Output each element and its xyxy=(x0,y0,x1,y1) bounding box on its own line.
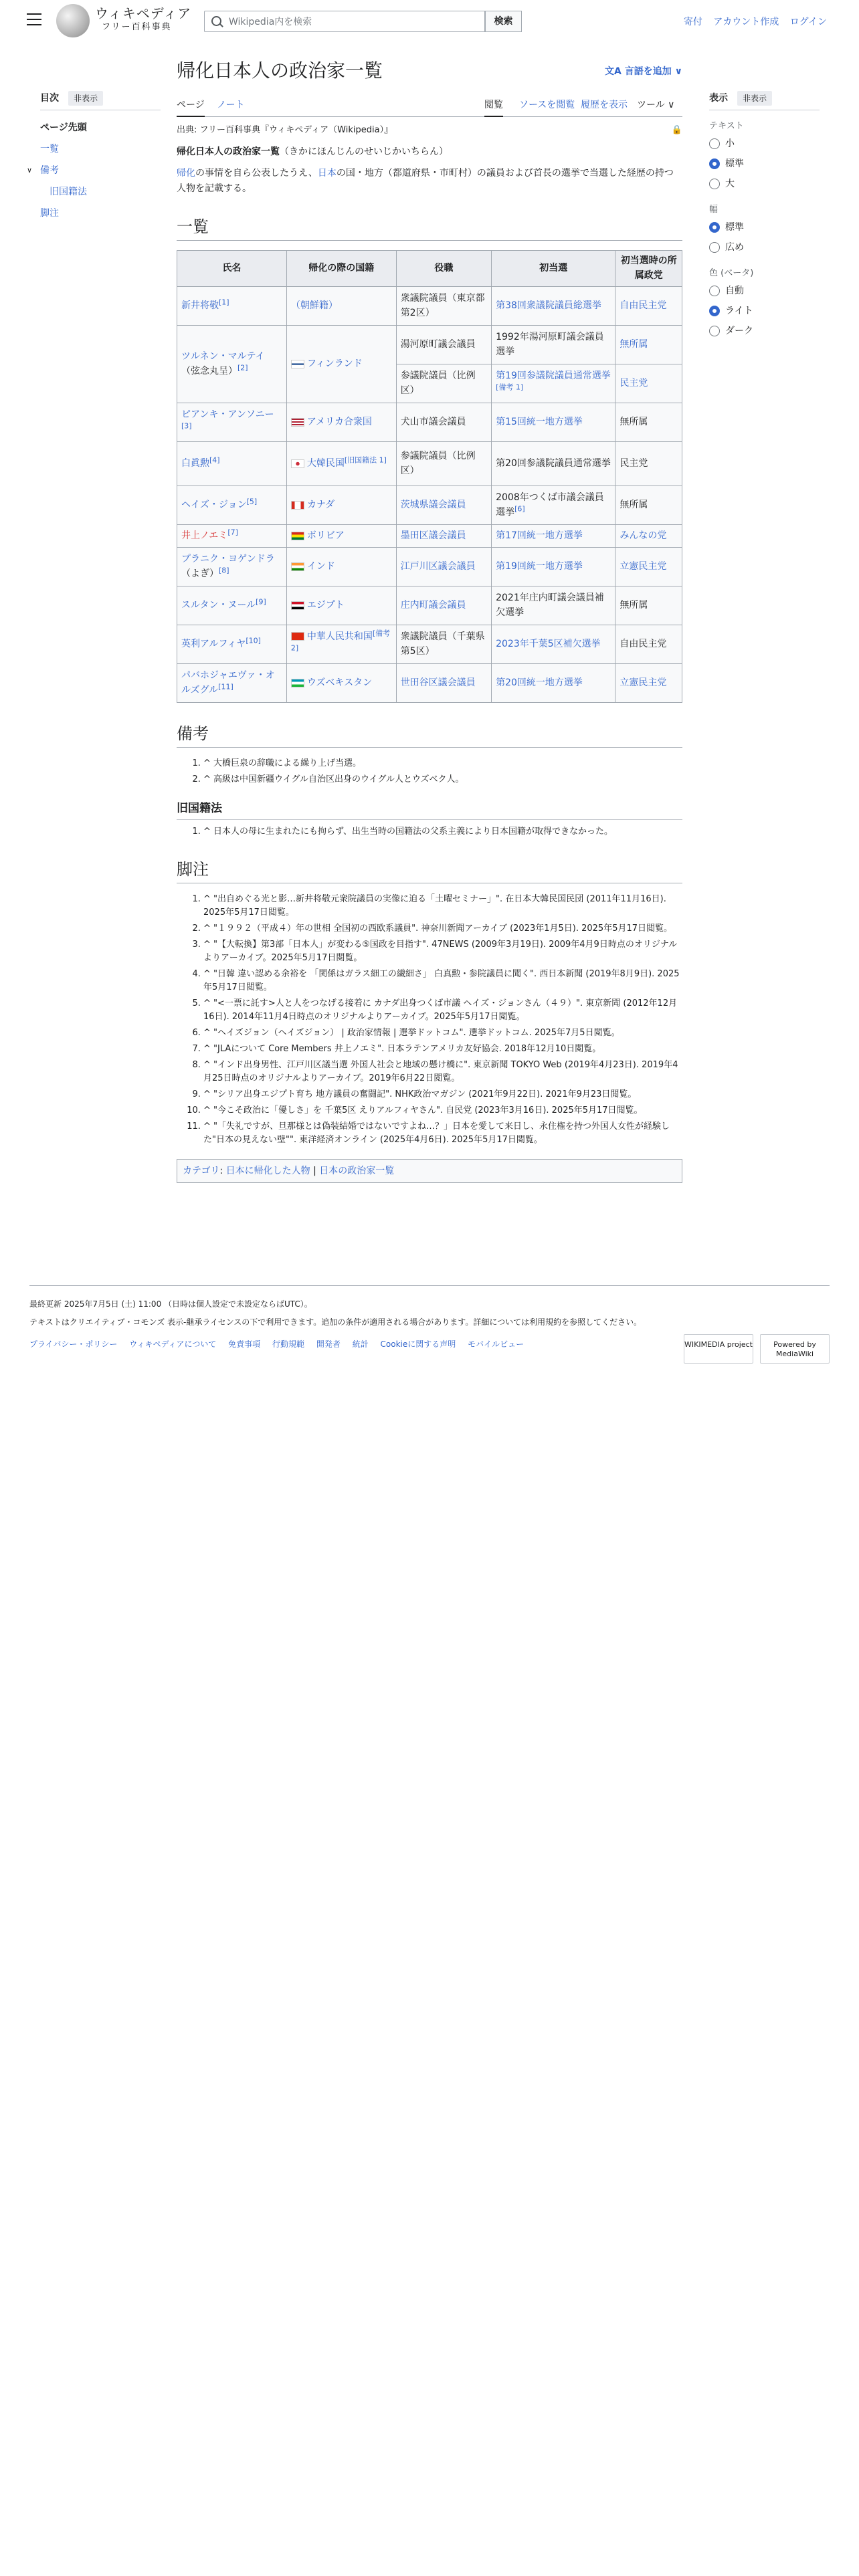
radio-label: 広め xyxy=(725,241,744,253)
lead-text-2: の国・地方（都道府県・市町村）の議員および首長の選挙で当選した経歴の持つ人物を記載する。 xyxy=(177,168,674,194)
lead-text-1: の事情を自ら公表したうえ、 xyxy=(195,168,318,179)
table-row xyxy=(177,524,682,547)
lead-reading-paragraph xyxy=(177,144,682,159)
first-election[interactable]: 第19回統一地方選挙 xyxy=(496,561,583,572)
radio-color-auto[interactable] xyxy=(709,281,820,301)
add-languages-label: 言語を追加 xyxy=(624,66,672,77)
radio-selected-icon[interactable] xyxy=(709,222,720,233)
flag-china-icon xyxy=(291,632,304,641)
category-link[interactable]: 日本に帰化した人物 xyxy=(225,1165,310,1176)
page-footer xyxy=(29,1285,830,1358)
col-first-election: 初当選 xyxy=(492,250,615,286)
footer-link[interactable]: 開発者 xyxy=(316,1339,341,1350)
list-item: 1. ^ 日本人の母に生まれたにも拘らず、出生当時の国籍法の父系主義により日本国籍が取得できなかった。 xyxy=(203,825,682,839)
party[interactable]: 立憲民主党 xyxy=(619,561,667,572)
toc-item-list[interactable]: 一覧 xyxy=(40,144,59,155)
list-item: 2. ^ 高級は中国新疆ウイグル自治区出身のウイグル人とウズベク人。 xyxy=(203,773,682,786)
role[interactable]: 墨田区議会議員 xyxy=(400,530,466,542)
ref-sup[interactable]: [11] xyxy=(218,682,233,691)
radio-text-large[interactable] xyxy=(709,174,820,194)
reference-item: 6. ^ "ヘイズジョン（ヘイズジョン） | 政治家情報 | 選挙ドットコム". 選挙ドットコム. 2025年7月5日閲覧。 xyxy=(203,1027,682,1040)
radio-selected-icon[interactable] xyxy=(709,158,720,169)
flag-usa-icon xyxy=(291,418,304,427)
main-menu-icon[interactable] xyxy=(27,13,41,25)
width-label: 幅 xyxy=(709,205,719,215)
country[interactable]: インド xyxy=(306,561,335,572)
role: 湯河原町議会議員 xyxy=(396,325,491,364)
radio-text-standard[interactable] xyxy=(709,154,820,174)
flag-finland-icon xyxy=(291,360,304,368)
search-icon xyxy=(211,16,221,26)
reference-item: 7. ^ "JLAについて Core Members 井上ノエミ". 日本ラテンアメリカ友好協会. 2018年12月10日閲覧。 xyxy=(203,1043,682,1056)
logo-title: ウィキペディア xyxy=(95,5,192,21)
col-nationality: 帰化の際の国籍 xyxy=(286,250,396,286)
language-icon: 文A xyxy=(605,66,625,77)
party: 民主党 xyxy=(615,441,682,486)
toc-title: 目次 xyxy=(40,93,59,104)
section-list-heading: 一覧 xyxy=(177,215,682,241)
party: 自由民主党 xyxy=(615,625,682,663)
first-election[interactable]: 第20回統一地方選挙 xyxy=(496,677,583,689)
role[interactable]: 茨城県議会議員 xyxy=(400,500,466,511)
party: 無所属 xyxy=(615,403,682,441)
wikimedia-badge[interactable]: WIKIMEDIA project xyxy=(684,1334,753,1364)
lead-paragraph xyxy=(177,166,682,196)
country[interactable]: ウズベキスタン xyxy=(306,677,373,689)
section-old-law-heading: 旧国籍法 xyxy=(177,800,682,820)
category-label[interactable]: カテゴリ xyxy=(183,1165,220,1176)
table-row xyxy=(177,403,682,441)
toc-item-notes[interactable] xyxy=(27,160,161,181)
person-name[interactable]: ピアンキ・アンソニー xyxy=(181,409,274,420)
role[interactable]: 庄内町議会議員 xyxy=(400,600,466,611)
flag-india-icon xyxy=(291,562,304,571)
radio-icon[interactable] xyxy=(709,286,720,296)
person-name[interactable]: 英利アルフィヤ xyxy=(181,639,246,650)
radio-label: ライト xyxy=(725,305,753,316)
section-notes-heading: 備考 xyxy=(177,722,682,748)
search-box xyxy=(204,11,485,32)
table-header-row xyxy=(177,250,682,286)
table-row xyxy=(177,586,682,625)
category-link[interactable]: 日本の政治家一覧 xyxy=(319,1165,395,1176)
site-header xyxy=(0,0,859,43)
col-role: 役職 xyxy=(396,250,491,286)
last-modified: 最終更新 2025年7月5日 (土) 11:00 （日時は個人設定で未設定ならばUTC）。 xyxy=(29,1299,312,1309)
text-size-label: テキスト xyxy=(709,121,744,132)
radio-icon[interactable] xyxy=(709,179,720,189)
footer-link[interactable]: 免責事項 xyxy=(228,1339,261,1350)
old-law-list xyxy=(177,825,682,839)
footer-link[interactable]: ウィキペディアについて xyxy=(129,1339,217,1350)
japan-link[interactable]: 日本 xyxy=(317,168,337,179)
person-alias: （弦念丸呈） xyxy=(181,366,237,377)
category-box: カテゴリ: 日本に帰化した人物 | 日本の政治家一覧 xyxy=(177,1159,682,1183)
footer-link[interactable]: モバイルビュー xyxy=(468,1339,524,1350)
ref-sup[interactable]: [9] xyxy=(256,597,266,607)
flag-uzbekistan-icon xyxy=(291,679,304,687)
table-row xyxy=(177,547,682,586)
footer-link[interactable]: プライバシー・ポリシー xyxy=(29,1339,118,1350)
ref-sup[interactable]: [8] xyxy=(219,566,229,575)
mediawiki-badge[interactable]: Powered by MediaWiki xyxy=(760,1334,830,1364)
table-row xyxy=(177,325,682,364)
first-election[interactable]: 2023年千葉5区補欠選挙 xyxy=(496,639,601,650)
role: 参議院議員（比例区） xyxy=(396,364,491,403)
article xyxy=(177,58,682,1183)
tab-talk[interactable]: ノート xyxy=(217,100,245,110)
references-list xyxy=(177,893,682,1147)
tab-tools-label: ツール xyxy=(637,100,665,110)
table-row xyxy=(177,486,682,524)
naturalization-link[interactable]: 帰化 xyxy=(177,168,195,179)
person-alias: （よぎ） xyxy=(181,568,219,580)
tab-tools[interactable]: ツール ∨ xyxy=(637,100,675,110)
appearance-title: 表示 xyxy=(709,93,728,104)
lead-reading: （きかにほんじんのせいじかいちらん） xyxy=(280,146,448,157)
table-row xyxy=(177,286,682,325)
radio-color-dark[interactable] xyxy=(709,321,820,341)
country[interactable]: （朝鮮籍） xyxy=(290,300,338,312)
footer-link[interactable]: Cookieに関する声明 xyxy=(380,1339,456,1350)
donate-link[interactable]: 寄付 xyxy=(683,17,702,27)
appearance-hide-button[interactable]: 非表示 xyxy=(737,91,772,106)
country[interactable]: ボリビア xyxy=(306,530,345,542)
ref-sup[interactable]: [1] xyxy=(219,298,229,307)
wikipedia-globe-logo[interactable] xyxy=(56,4,90,37)
radio-color-light[interactable] xyxy=(709,301,820,321)
radio-width-wide[interactable] xyxy=(709,237,820,257)
country[interactable]: アメリカ合衆国 xyxy=(306,417,372,428)
search-input[interactable] xyxy=(227,13,478,31)
radio-width-standard[interactable] xyxy=(709,217,820,237)
radio-label: 標準 xyxy=(725,221,744,233)
politicians-table xyxy=(177,250,682,703)
person-name[interactable]: 井上ノエミ xyxy=(181,530,228,542)
lock-icon[interactable]: 🔒 xyxy=(671,125,682,135)
party[interactable]: 自由民主党 xyxy=(619,300,667,312)
toc-item-refs[interactable]: 脚注 xyxy=(40,208,59,219)
person-name[interactable]: 白眞勲 xyxy=(181,458,209,469)
chevron-down-icon[interactable]: ∨ xyxy=(27,166,33,175)
table-row xyxy=(177,625,682,663)
tab-history[interactable]: 履歴を表示 xyxy=(581,100,628,110)
appearance-panel xyxy=(709,91,820,341)
ref-sup[interactable]: [3] xyxy=(181,421,192,431)
role[interactable]: 江戸川区議会議員 xyxy=(400,561,476,572)
first-election: 第20回参議院議員通常選挙 xyxy=(492,441,615,486)
login-link[interactable]: ログイン xyxy=(789,17,827,27)
color-label: 色 (ベータ) xyxy=(709,267,754,278)
radio-label: 標準 xyxy=(725,158,744,170)
flag-egypt-icon xyxy=(291,601,304,610)
role: 犬山市議会議員 xyxy=(396,403,491,441)
radio-selected-icon[interactable] xyxy=(709,306,720,316)
reference-item: 11. ^ "「失礼ですが、旦那様とは偽装結婚ではないですよね…？」日本を愛して来日し、永住権を持つ外国人女性が経験した"日本の見えない壁"". 東洋経済オンライン (2025年4月6日). 2025年5月17日閲覧。 xyxy=(203,1120,682,1147)
from-wikipedia: 出典: フリー百科事典『ウィキペディア（Wikipedia）』 xyxy=(177,125,393,135)
footer-link[interactable]: 統計 xyxy=(352,1339,369,1350)
note-sup[interactable]: [備考 1] xyxy=(496,383,524,392)
radio-label: ダーク xyxy=(725,325,753,336)
first-election: 2021年庄内町議会議員補欠選挙 xyxy=(492,586,615,625)
country[interactable]: フィンランド xyxy=(306,358,363,370)
first-election[interactable]: 第17回統一地方選挙 xyxy=(496,530,583,542)
page-title: 帰化日本人の政治家一覧 xyxy=(177,60,383,82)
reference-item: 5. ^ "<一票に託す>人と人をつなげる接着に カナダ出身つくば市議 ヘイズ・ジョンさん（４９）". 東京新聞 (2012年12月16日). 2014年11月4日時点のオリジナルよりアーカイブ。2025年5月17日閲覧。 xyxy=(203,997,682,1024)
col-party: 初当選時の所属政党 xyxy=(615,250,682,286)
license-text: テキストはクリエイティブ・コモンズ 表示-継承ライセンスの下で利用できます。追加の条件が適用される場合があります。詳細については利用規約を参照してください。 xyxy=(29,1317,642,1327)
party: 無所属 xyxy=(615,586,682,625)
page-tabs xyxy=(177,92,682,117)
notes-list xyxy=(177,757,682,786)
tab-read[interactable]: 閲覧 xyxy=(484,98,503,117)
toc-item-notes-label: 備考 xyxy=(40,165,59,177)
party[interactable]: 無所属 xyxy=(619,339,648,350)
first-election: 1992年湯河原町議会議員選挙 xyxy=(492,325,615,364)
user-links xyxy=(676,15,827,29)
reference-item: 10. ^ "今こそ政治に「優しさ」を 千葉5区 えりアルフィヤさん". 自民党 (2023年3月16日). 2025年5月17日閲覧。 xyxy=(203,1104,682,1117)
list-item: 1. ^ 大橋巨泉の辞職による繰り上げ当選。 xyxy=(203,757,682,770)
country[interactable]: 中華人民共和国 xyxy=(306,631,373,642)
flag-bolivia-icon xyxy=(291,532,304,540)
party[interactable]: みんなの党 xyxy=(619,530,667,542)
tab-page[interactable]: ページ xyxy=(177,98,205,117)
country[interactable]: 大韓民国 xyxy=(306,458,345,469)
note-sup[interactable]: [旧国籍法 1] xyxy=(344,455,387,465)
flag-korea-icon xyxy=(291,459,304,468)
radio-icon[interactable] xyxy=(709,326,720,336)
person-name[interactable]: ツルネン・マルテイ xyxy=(181,350,265,362)
role[interactable]: 世田谷区議会議員 xyxy=(400,677,476,689)
first-election: 2008年つくば市議会議員選挙 xyxy=(496,492,604,518)
search-button[interactable]: 検索 xyxy=(485,11,522,32)
toc-item-old-law[interactable]: 旧国籍法 xyxy=(50,187,87,198)
add-languages-button[interactable]: 文A 言語を追加 ∨ xyxy=(605,66,682,77)
radio-text-small[interactable] xyxy=(709,134,820,154)
logo-subtitle: フリー百科事典 xyxy=(102,22,172,32)
ref-sup[interactable]: [2] xyxy=(237,363,248,372)
party[interactable]: 立憲民主党 xyxy=(619,677,667,689)
toc-hide-button[interactable]: 非表示 xyxy=(68,91,103,106)
radio-label: 自動 xyxy=(725,285,744,296)
radio-icon[interactable] xyxy=(709,138,720,149)
flag-canada-icon xyxy=(291,501,304,510)
country[interactable]: エジプト xyxy=(306,600,345,611)
logo-wordmark[interactable] xyxy=(95,5,191,33)
ref-sup[interactable]: [5] xyxy=(246,497,258,506)
role: 衆議院議員（千葉県第5区） xyxy=(396,625,491,663)
reference-item: 4. ^ "日韓 違い認める余裕を 「関係はガラス細工の繊細さ」 白真勲・参院議員に聞く". 西日本新聞 (2019年8月9日). 2025年5月17日閲覧。 xyxy=(203,968,682,994)
first-election[interactable]: 第38回衆議院議員総選挙 xyxy=(496,300,601,312)
ref-sup[interactable]: [6] xyxy=(514,504,525,514)
ref-sup[interactable]: [7] xyxy=(227,528,238,537)
lead-bold-title: 帰化日本人の政治家一覧 xyxy=(177,146,280,157)
col-name: 氏名 xyxy=(177,250,287,286)
radio-label: 小 xyxy=(725,138,735,150)
party[interactable]: 民主党 xyxy=(619,378,648,389)
radio-icon[interactable] xyxy=(709,242,720,253)
reference-item: 1. ^ "出自めぐる光と影…新井将敬元衆院議員の実像に迫る「土曜セミナー」". 在日本大韓民国民団 (2011年11月16日). 2025年5月17日閲覧。 xyxy=(203,893,682,920)
person-name[interactable]: ヘイズ・ジョン xyxy=(181,500,247,511)
footer-link[interactable]: 行動規範 xyxy=(272,1339,305,1350)
section-refs-heading: 脚注 xyxy=(177,857,682,883)
reference-item: 9. ^ "シリア出身エジプト育ち 地方議員の奮闘記". NHK政治マガジン (2021年9月22日). 2021年9月23日閲覧。 xyxy=(203,1088,682,1101)
reference-item: 3. ^ "【大転換】第3部「日本人」が変わる⑤国政を目指す". 47NEWS (2009年3月19日). 2009年4月9日時点のオリジナルよりアーカイブ。2025年5月17日閲覧。 xyxy=(203,938,682,965)
person-name[interactable]: パバホジャエヴァ・オルズグル xyxy=(181,669,275,696)
role: 衆議院議員（東京都第2区） xyxy=(396,286,491,325)
table-row xyxy=(177,441,682,486)
role: 参議院議員（比例区） xyxy=(396,441,491,486)
party: 無所属 xyxy=(615,486,682,524)
ref-sup[interactable]: [10] xyxy=(246,636,261,645)
country[interactable]: カナダ xyxy=(306,500,335,511)
person-name[interactable]: プラニク・ヨゲンドラ xyxy=(181,553,275,564)
person-name[interactable]: スルタン・ヌール xyxy=(181,600,256,611)
create-account-link[interactable]: アカウント作成 xyxy=(713,17,779,27)
reference-item: 8. ^ "インド出身男性、江戸川区議当選 外国人社会と地域の懸け橋に". 東京新聞 TOKYO Web (2019年4月23日). 2019年4月25日時点のオリジナルよりアーカイブ。2019年6月22日閲覧。 xyxy=(203,1059,682,1085)
tab-view-source[interactable]: ソースを閲覧 xyxy=(519,100,575,110)
person-name[interactable]: 新井将敬 xyxy=(181,300,219,312)
ref-sup[interactable]: [4] xyxy=(209,455,220,465)
table-of-contents xyxy=(27,91,161,224)
first-election[interactable]: 第15回統一地方選挙 xyxy=(496,417,583,428)
table-row xyxy=(177,663,682,702)
radio-label: 大 xyxy=(725,179,735,190)
first-election[interactable]: 第19回参議院議員通常選挙 xyxy=(496,370,611,381)
reference-item: 2. ^ "１９９２（平成４）年の世相 全国初の西欧系議員". 神奈川新聞アーカイブ (2023年1月5日). 2025年5月17日閲覧。 xyxy=(203,922,682,936)
toc-item-top[interactable]: ページ先頭 xyxy=(40,122,87,134)
note-sup[interactable]: [備考 2] xyxy=(290,629,391,653)
